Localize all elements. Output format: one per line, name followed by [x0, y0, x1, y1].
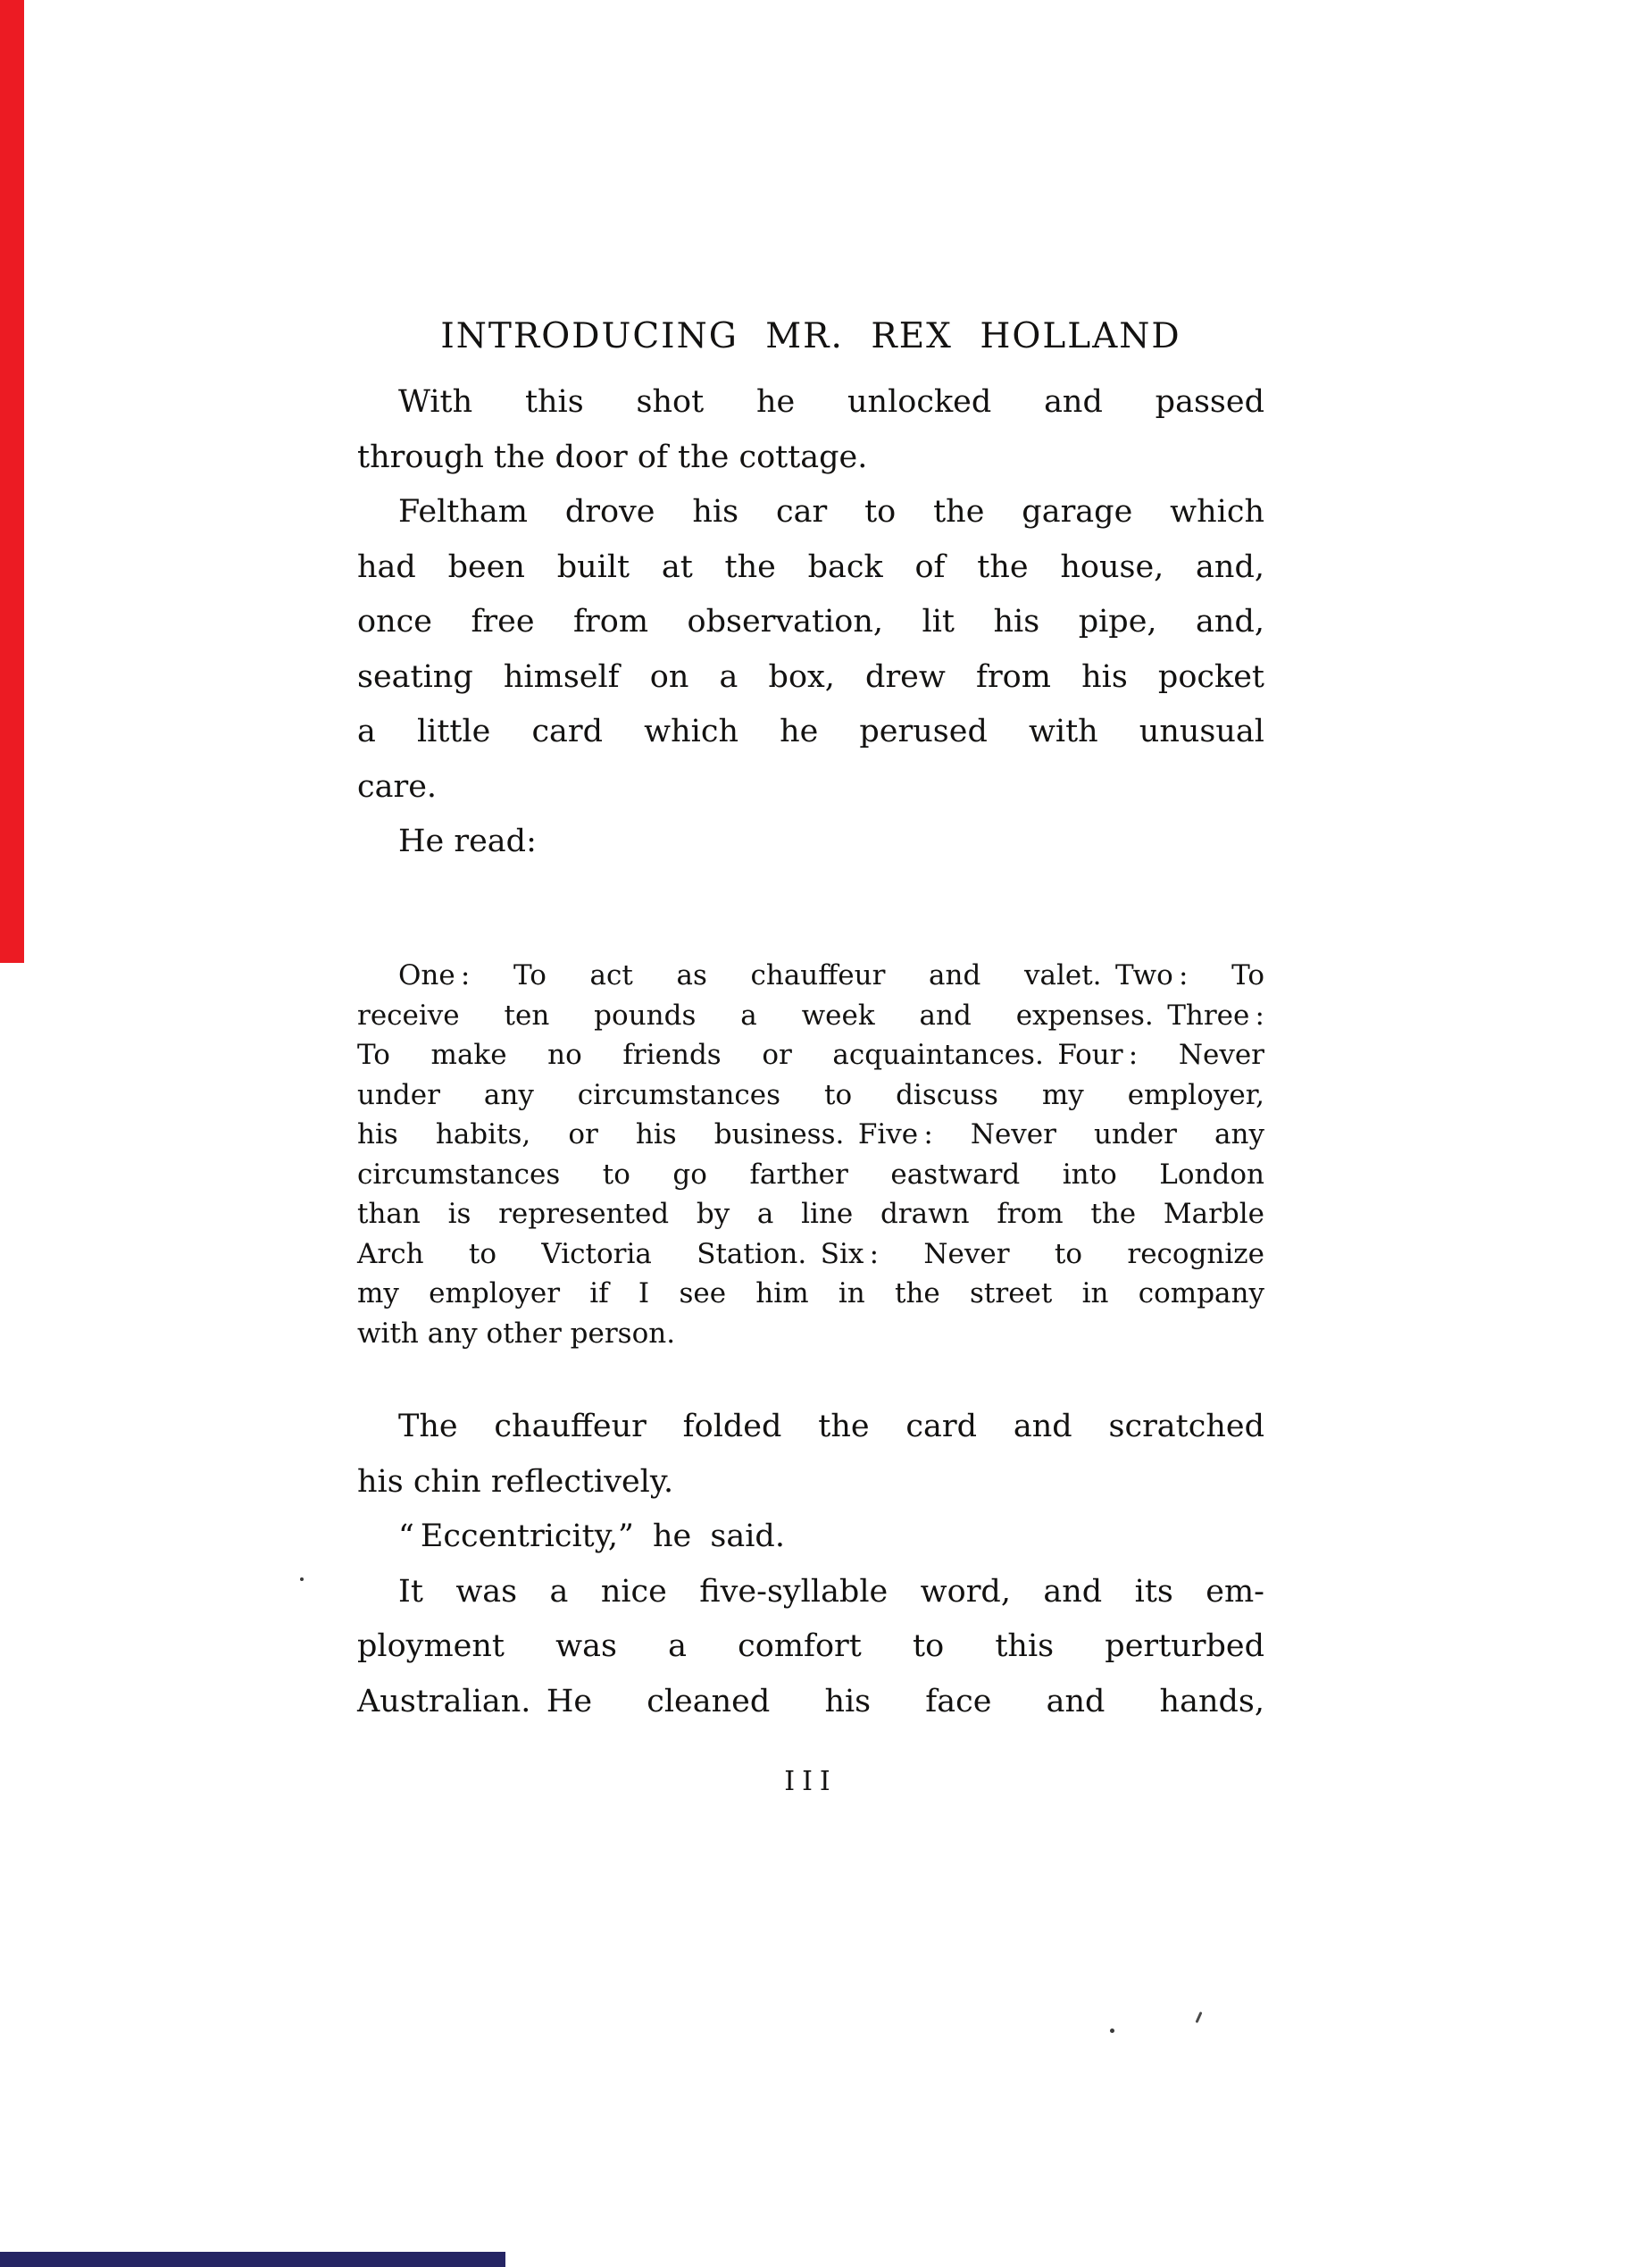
card-text-line: under any circumstances to discuss my employer,: [357, 1078, 1264, 1111]
text-line: had been built at the back of the house, and,: [357, 548, 1264, 585]
card-text-line: To make no friends or acquaintances. Four : Never: [357, 1039, 1264, 1071]
card-text-line: my employer if I see him in the street in company: [357, 1277, 1264, 1309]
card-text-line: receive ten pounds a week and expenses. Three :: [357, 999, 1264, 1032]
navy-bottom-bar: [0, 2252, 505, 2267]
card-text-line: than is represented by a line drawn from the Marble: [357, 1198, 1264, 1230]
scan-artifact-dot: [300, 1577, 304, 1581]
text-line: ployment was a comfort to this perturbed: [357, 1628, 1264, 1664]
text-line: Australian. He cleaned his face and hands,: [357, 1683, 1264, 1719]
text-line: seating himself on a box, drew from his pocket: [357, 658, 1264, 695]
text-line: a little card which he perused with unusual: [357, 714, 1264, 749]
text-line: With this shot he unlocked and passed: [398, 384, 1264, 420]
card-text-line: circumstances to go farther eastward into London: [357, 1158, 1264, 1191]
red-edge-stripe: [0, 0, 24, 963]
card-excerpt-block: [357, 956, 1264, 1353]
text-line: care.: [357, 768, 438, 805]
text-line: through the door of the cottage.: [357, 439, 868, 475]
paragraph-block-1: [357, 375, 1264, 870]
text-line: Feltham drove his car to the garage which: [398, 494, 1264, 530]
text-line: He read:: [398, 824, 537, 859]
text-line: “ Eccentricity,” he said.: [398, 1518, 785, 1554]
card-text-line: his habits, or his business. Five : Never under any: [357, 1118, 1264, 1150]
card-text-line: One : To act as chauffeur and valet. Two : To: [398, 959, 1264, 991]
text-line: once free from observation, lit his pipe, and,: [357, 604, 1264, 640]
chapter-header: INTRODUCING MR. REX HOLLAND: [440, 316, 1181, 356]
scan-artifact-tick: [1195, 2012, 1202, 2023]
paragraph-block-2: [357, 1400, 1264, 1729]
text-line: It was a nice five-syllable word, and its em-: [398, 1573, 1264, 1610]
card-text-line: Arch to Victoria Station. Six : Never to recognize: [357, 1237, 1264, 1270]
scan-artifact-dot: [1110, 2029, 1114, 2033]
text-line: his chin reflectively.: [357, 1463, 674, 1500]
text-line: The chauffeur folded the card and scratched: [398, 1409, 1264, 1444]
card-text-line: with any other person.: [357, 1317, 676, 1350]
page-number: III: [784, 1766, 838, 1797]
